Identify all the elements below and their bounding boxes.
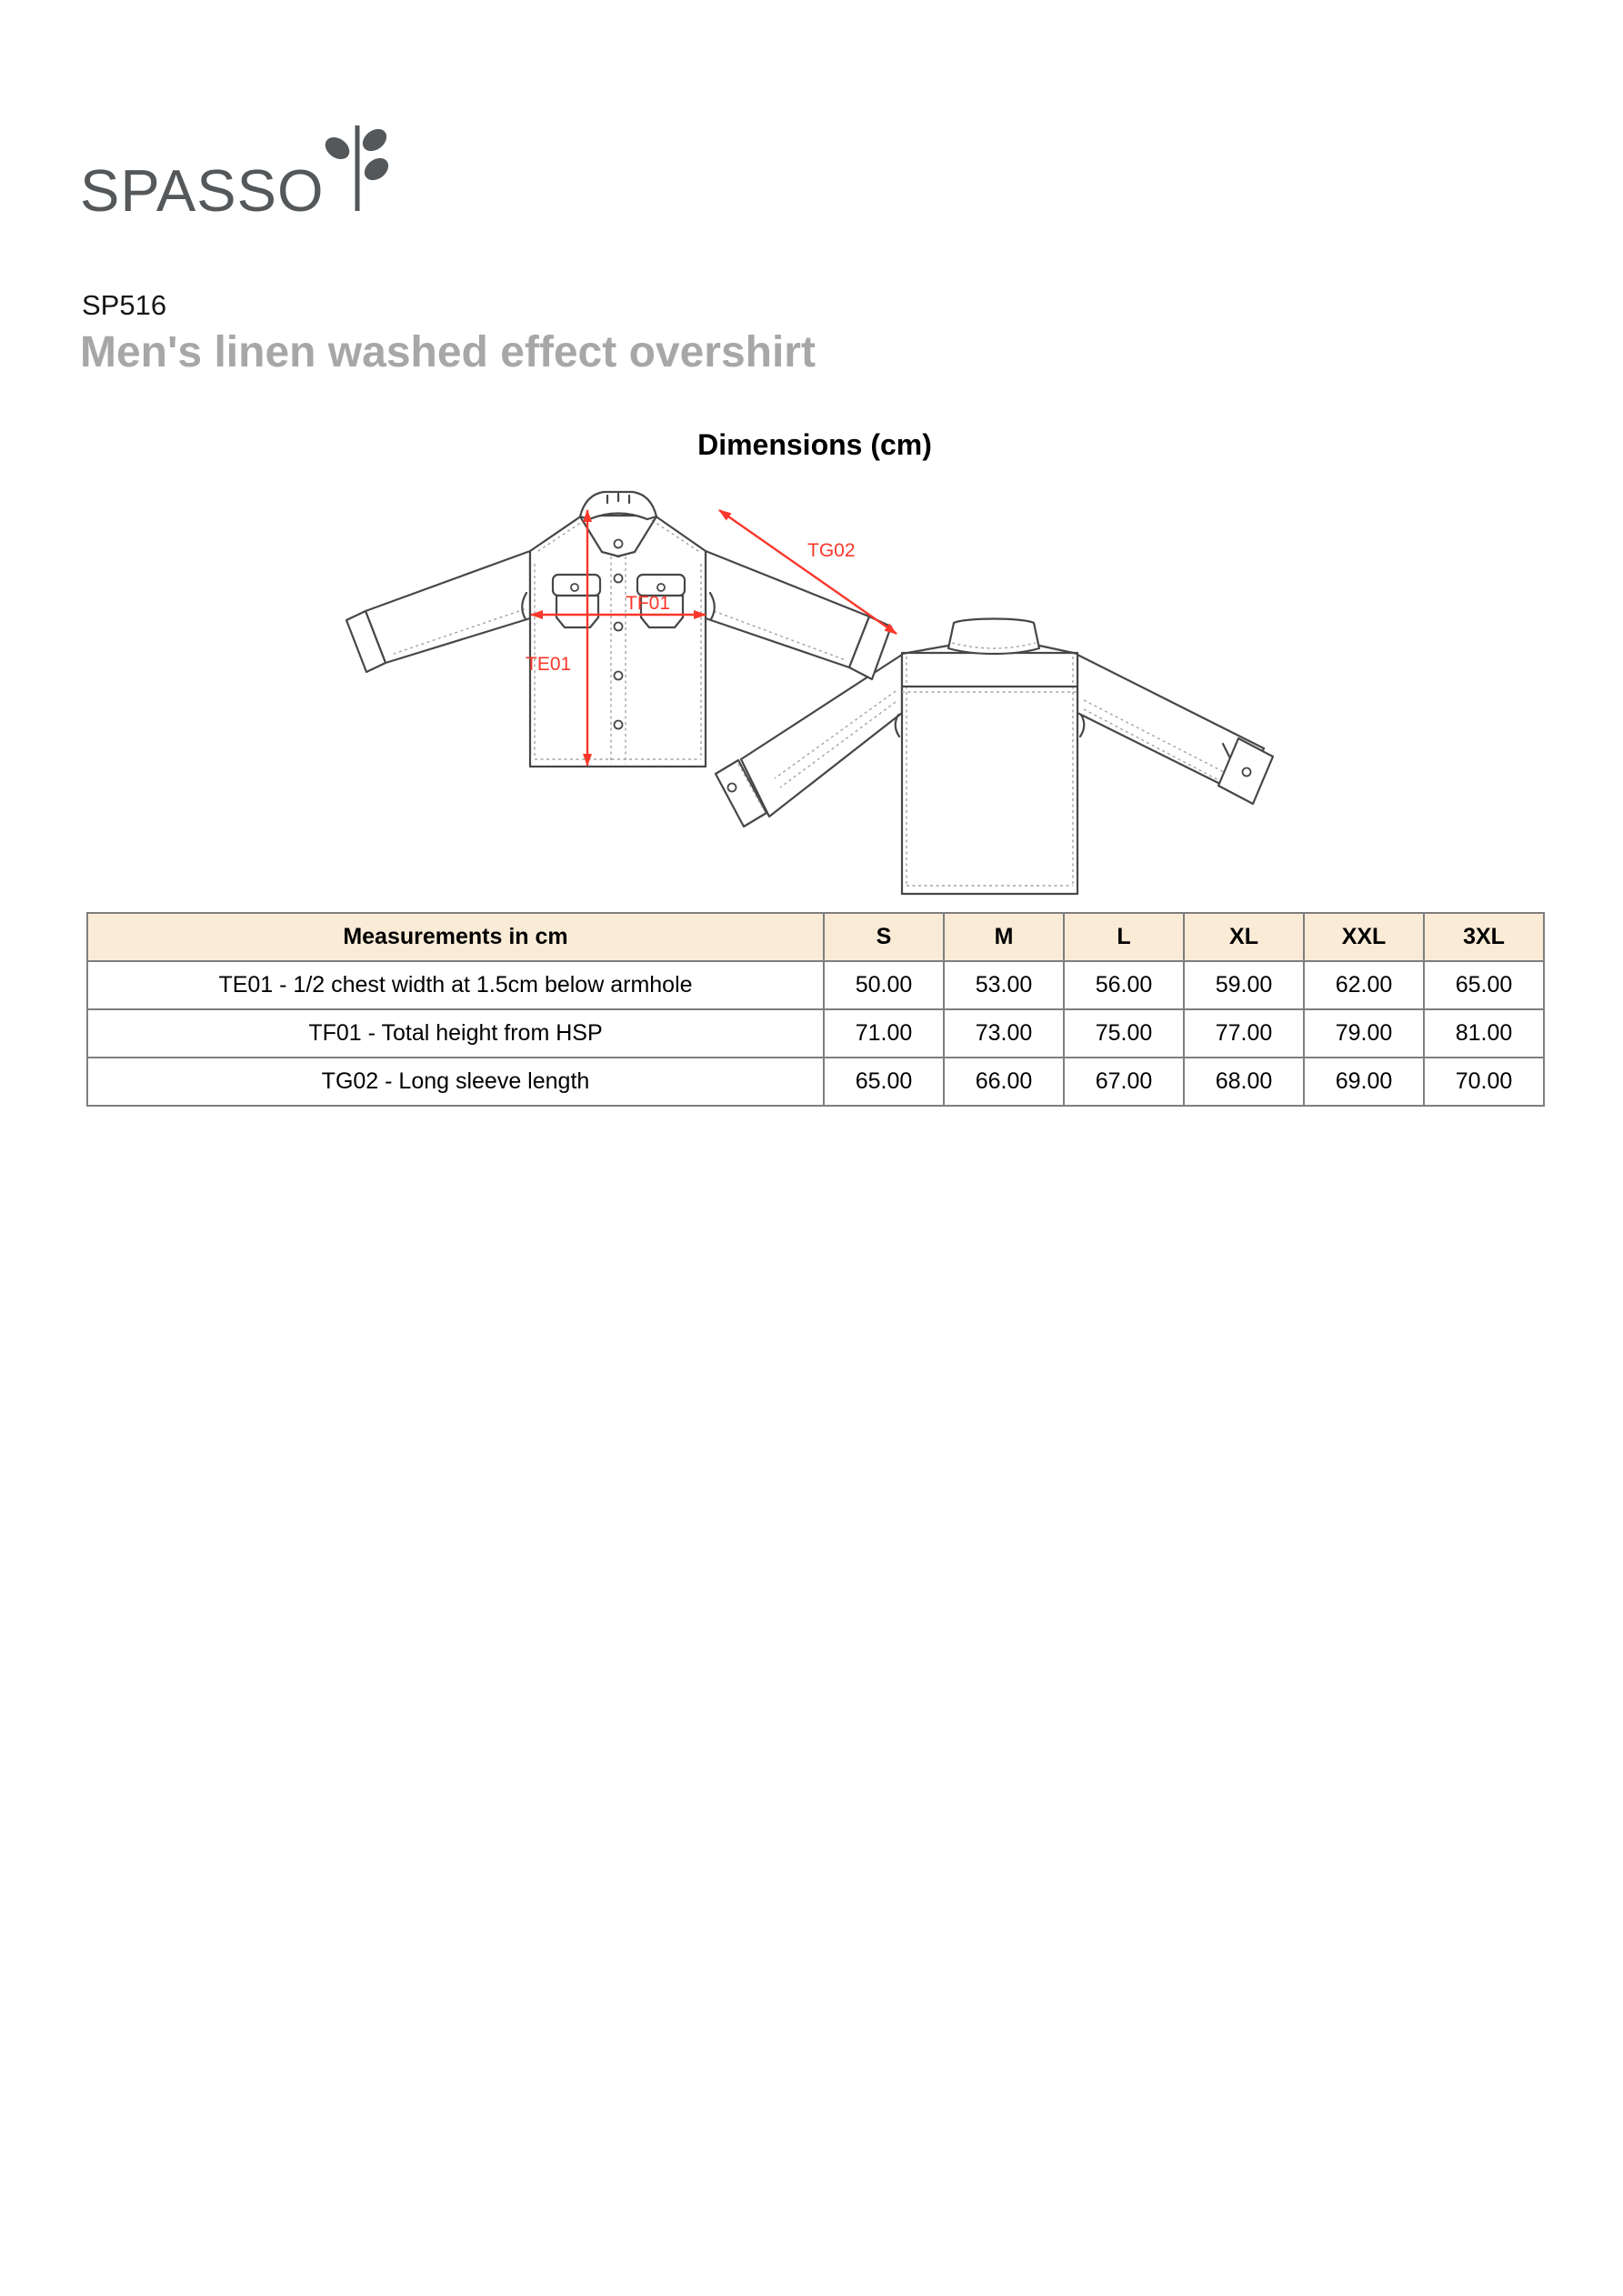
cell-te01-xxl: 62.00: [1304, 961, 1424, 1009]
cell-tf01-3xl: 81.00: [1424, 1009, 1544, 1058]
row-label-tf01: TF01 - Total height from HSP: [87, 1009, 824, 1058]
product-title: Men's linen washed effect overshirt: [80, 328, 816, 376]
table-row-tf01: [87, 1009, 1544, 1058]
header-size-l: L: [1064, 913, 1184, 961]
cell-tf01-xl: 77.00: [1184, 1009, 1304, 1058]
cell-tf01-xxl: 79.00: [1304, 1009, 1424, 1058]
table-header-row: [87, 913, 1544, 961]
header-size-s: S: [824, 913, 944, 961]
cell-tf01-m: 73.00: [944, 1009, 1064, 1058]
header-size-xl: XL: [1184, 913, 1304, 961]
cell-tf01-s: 71.00: [824, 1009, 944, 1058]
table-row-te01: [87, 961, 1544, 1009]
header-measurements: Measurements in cm: [87, 913, 824, 961]
cell-te01-s: 50.00: [824, 961, 944, 1009]
header-size-xxl: XXL: [1304, 913, 1424, 961]
label-te01: TE01: [526, 654, 572, 675]
cell-tg02-xl: 68.00: [1184, 1058, 1304, 1106]
row-label-te01: TE01 - 1/2 chest width at 1.5cm below armhole: [87, 961, 824, 1009]
cell-te01-3xl: 65.00: [1424, 961, 1544, 1009]
row-label-tg02: TG02 - Long sleeve length: [87, 1058, 824, 1106]
section-heading: Dimensions (cm): [697, 428, 932, 461]
header-size-m: M: [944, 913, 1064, 961]
logo-sprig-icon: [320, 118, 402, 218]
cell-tg02-3xl: 70.00: [1424, 1058, 1544, 1106]
cell-tg02-l: 67.00: [1064, 1058, 1184, 1106]
cell-te01-xl: 59.00: [1184, 961, 1304, 1009]
cell-tg02-s: 65.00: [824, 1058, 944, 1106]
cell-te01-m: 53.00: [944, 961, 1064, 1009]
dimensions-diagram: [300, 473, 1337, 909]
product-code: SP516: [82, 289, 167, 321]
cell-tg02-xxl: 69.00: [1304, 1058, 1424, 1106]
cell-tg02-m: 66.00: [944, 1058, 1064, 1106]
label-tf01: TF01: [626, 593, 671, 614]
cell-tf01-l: 75.00: [1064, 1009, 1184, 1058]
logo-text: SPASSO: [80, 157, 325, 224]
header-size-3xl: 3XL: [1424, 913, 1544, 961]
label-tg02: TG02: [807, 540, 856, 561]
shirt-back-view: [716, 619, 1273, 895]
cell-te01-l: 56.00: [1064, 961, 1184, 1009]
measurements-table: [86, 912, 1545, 1107]
table-row-tg02: [87, 1058, 1544, 1106]
